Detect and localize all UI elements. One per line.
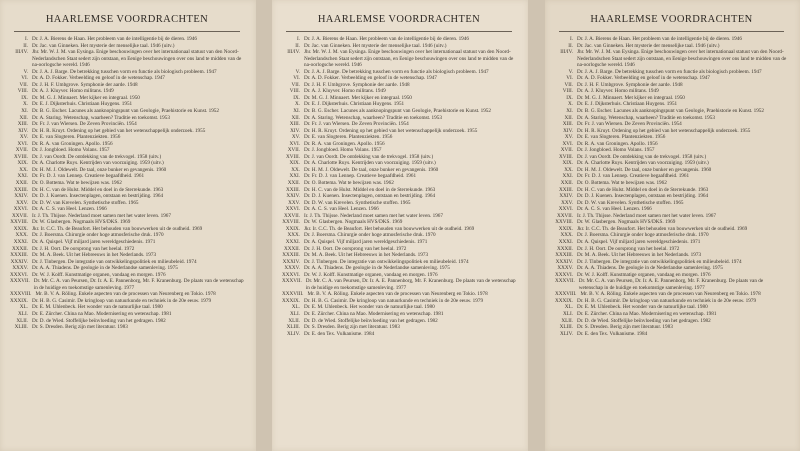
lecture-text: Dr. A. D. Fokker. Verbeelding en geloof in de wetenschap. 1947 <box>577 75 710 82</box>
lecture-text: Dr. Jac. van Ginneken. Het mysterie der menselijke taal. 1946 (uitv.) <box>577 42 720 49</box>
lecture-number: XVII. <box>15 147 28 154</box>
lecture-number: XV. <box>564 134 573 141</box>
lecture-text: Dr. J. Jongbloed. Homo Volans. 1957 <box>304 147 382 154</box>
lecture-number: XXIV. <box>14 193 28 200</box>
title-rule <box>14 31 240 32</box>
lecture-number: XLI. <box>290 310 300 317</box>
lecture-text: Dr. A. Staring. Wetenschap, waarheen? Traditie en toekomst. 1953 <box>304 114 442 121</box>
lecture-number: II. <box>295 42 300 49</box>
lecture-text: Dr. Mr. C. A. van Peursen, Dr. Ir. A. E. Pannenborg, Mr. F. Kranenburg. De plaats van de wetenschap in de huidige en toekomstige samenleving. 1977 <box>305 278 516 291</box>
lecture-text: Dr. H. B. G. Casimir. De kringloop van natuurkunde en techniek in de 20e eeuw. 1979 <box>577 297 757 304</box>
lecture-text: Dr. D. J. Kuenen. Insectenplagen, ontstaan en bestrijding. 1964 <box>32 193 164 200</box>
lecture-number: I. <box>24 36 28 42</box>
lecture-number: V. <box>23 68 28 75</box>
lecture-number: XVII. <box>287 147 300 154</box>
lecture-text: Dr. Mr. C. A. van Peursen, Dr. Ir. A. E. Pannenborg, Mr. F. Kranenburg. De plaats van de wetenschap in de huidige en toekomstige samenleving. 1977 <box>578 278 764 291</box>
lecture-text: Dr. M. G. J. Minnaert. Met kijker en integraal. 1950 <box>304 94 412 101</box>
lecture-text: Dr. E. den Tex. Vulkanisme. 1984 <box>304 330 375 337</box>
lecture-number: XLIV. <box>286 330 300 337</box>
lecture-list <box>282 36 516 337</box>
lecture-number: XLI. <box>563 310 573 317</box>
lecture-text: Dr. D. de Wied. Stoffelijke beïnvloeding van het gedragen. 1982 <box>32 317 166 324</box>
lecture-number: XXIX. <box>285 225 300 232</box>
lecture-text: Dr. J. H. Oort. De oorsprong van het heelal. 1972 <box>577 245 680 252</box>
lecture-text: Dr. A. Staring. Wetenschap, waarheen? Traditie en toekomst. 1953 <box>32 114 170 121</box>
lecture-text: Jkr. Ir. C.C. Th. de Beaufort. Het behouden van bouwwerken uit de oudheid. 1969 <box>32 225 203 232</box>
lecture-number: III/IV. <box>560 49 573 56</box>
lecture-number: XX. <box>291 166 300 173</box>
title-rule <box>559 31 784 32</box>
cover-1 <box>0 0 256 451</box>
lecture-entry <box>555 278 788 291</box>
lecture-text: Dr. O. Bottema. Wat te bewijzen was. 1962 <box>577 180 667 187</box>
lecture-text: Dr. A. Quispel. Vijf miljard jaren wereldgeschiedenis. 1971 <box>32 238 156 245</box>
lecture-text: Dr. D. W. van Krevelen. Synthetische stoffen. 1965 <box>32 199 139 206</box>
lecture-text: Jkr. Ir. C.C. Th. de Beaufort. Het behouden van bouwwerken uit de oudheid. 1969 <box>577 225 748 232</box>
lecture-text: Dr. A. D. Fokker. Verbeelding en geloof in de wetenschap. 1947 <box>304 75 437 82</box>
lecture-number: XIV. <box>18 127 28 134</box>
lecture-number: XI. <box>293 108 300 115</box>
lecture-text: Dr. M. A. Beek. Uit het Hebreeuws in het Nederlands. 1973 <box>304 252 429 259</box>
cover-3 <box>545 0 800 451</box>
lecture-text: Dr. A. A. Thiadens. De geologie in de Nederlandse samenleving. 1975 <box>577 265 723 272</box>
lecture-number: XLIV. <box>559 330 573 337</box>
lecture-number: XXXI. <box>13 238 28 245</box>
lecture-number: XXVI. <box>285 206 300 213</box>
lecture-number: XXX. <box>287 232 300 239</box>
lecture-number: XIX. <box>289 160 300 167</box>
lecture-number: I. <box>569 36 573 42</box>
lecture-number: XXVIII. <box>282 219 300 226</box>
lecture-number: XXIII. <box>14 186 28 193</box>
lecture-number: XXVII. <box>284 212 300 219</box>
lecture-text: Dr. J. Boersma. Chirurgie onder hoge atmosferische druk. 1970 <box>304 232 436 239</box>
lecture-number: XL. <box>564 304 573 311</box>
lecture-text: Dr. H. M. J. Oldewelt. De taal, onze bunker en gevangenis. 1960 <box>304 166 439 173</box>
lecture-text: Ir. J. Th. Thijsse. Nederland moet samen met het water leven. 1967 <box>577 212 716 219</box>
lecture-number: IX. <box>293 94 300 101</box>
lecture-number: XII. <box>291 114 300 121</box>
lecture-entry <box>282 49 516 69</box>
lecture-number: XXXV. <box>557 265 573 272</box>
lecture-number: XXXIV. <box>10 258 28 265</box>
lecture-number: XLIII. <box>559 324 573 331</box>
lecture-text: Dr. W. J. Kolff. Kunstmatige organen, vandaag en morgen. 1976 <box>304 271 438 278</box>
lecture-text: Dr. R. A. van Groningen. Apollo. 1956 <box>304 140 385 147</box>
lecture-text: Dr. O. Bottema. Wat te bewijzen was. 1962 <box>32 180 122 187</box>
lecture-number: XXI. <box>289 173 300 180</box>
lecture-text: Dr. E. den Tex. Vulkanisme. 1984 <box>577 330 648 337</box>
lecture-text: Dr. A. Charlotte Ruys. Kentrijden van voorzuiging. 1959 (uitv.) <box>304 160 436 167</box>
lecture-number: XXX. <box>15 232 28 239</box>
lecture-text: Dr. Fr. J. van Wiersen. De Zeven Provinciën. 1954 <box>577 121 682 128</box>
lecture-text: Dr. W. J. Kolff. Kunstmatige organen, vandaag en morgen. 1976 <box>32 271 166 278</box>
lecture-number: XXXI. <box>558 238 573 245</box>
lecture-number: III/IV. <box>287 49 300 56</box>
lecture-text: Dr. A. Quispel. Vijf miljard jaren wereldgeschiedenis. 1971 <box>304 238 428 245</box>
lecture-entry <box>555 331 788 338</box>
lecture-number: XXIII. <box>559 186 573 193</box>
lecture-text: Dr. J. A. J. Barge. De betrekking tusschen vorm en functie als biologisch probleem. 1947 <box>32 68 217 75</box>
lecture-text: Dr. Jac. van Ginneken. Het mysterie der menselijke taal. 1946 (uitv.) <box>304 42 447 49</box>
lecture-text: Dr. M. G. J. Minnaert. Met kijker en integraal. 1950 <box>577 94 685 101</box>
lecture-entry <box>555 49 788 69</box>
lecture-text: Dr. J. H. Oort. De oorsprong van het heelal. 1972 <box>32 245 135 252</box>
lecture-text: Dr. A. A. Thiadens. De geologie in de Nederlandse samenleving. 1975 <box>32 265 178 272</box>
lecture-text: Jhr. Mr. W. J. M. van Eysinga. Enige beschouwingen over het internationaal statuut van den Noord-Nederlandschen Staat sedert zijn ontstaan, en Eenige beschouwingen over ons land te midden van de na-oorlogsche wereld. 1946 <box>577 49 787 69</box>
lecture-number: II. <box>23 42 28 49</box>
lecture-number: XXIX. <box>558 225 573 232</box>
lecture-text: Dr. A. Charlotte Ruys. Kentrijden van voorzuiging. 1959 (uitv.) <box>577 160 709 167</box>
lecture-number: XXXIX. <box>555 297 574 304</box>
lecture-number: XV. <box>291 134 300 141</box>
lecture-text: Dr. A. J. Kluyver. Homo militans. 1949 <box>577 88 659 95</box>
lecture-text: Dr. A. D. Fokker. Verbeelding en geloof in de wetenschap. 1947 <box>32 75 165 82</box>
lecture-number: XIII. <box>289 121 300 128</box>
lecture-number: VI. <box>293 75 300 82</box>
lecture-number: XXII. <box>287 180 300 187</box>
lecture-text: Dr. E. van Slogteren. Plantenziekten. 1956 <box>577 134 666 141</box>
lecture-number: XXXIV. <box>555 258 573 265</box>
lecture-text: Mr. B. V. A. Röling. Enkele aspecten van de processen van Neurenberg en Tokio. 1978 <box>307 291 488 298</box>
lecture-text: Dr. B. G. Escher. Lacunes als aanknopingspunt van Geologie, Praehistorie en Kunst. 1952 <box>32 108 219 115</box>
lecture-text: Dr. D. J. Kuenen. Insectenplagen, ontstaan en bestrijding. 1964 <box>304 193 436 200</box>
lecture-text: Dr. E. M. Uhlenbeck. Het wonder van de natuurlijke taal. 1980 <box>304 304 435 311</box>
lecture-text: Dr. D. J. Kuenen. Insectenplagen, ontstaan en bestrijding. 1964 <box>577 193 709 200</box>
lecture-number: XXXV. <box>12 265 28 272</box>
lecture-text: Dr. R. A. van Groningen. Apollo. 1956 <box>32 140 113 147</box>
lecture-number: XXII. <box>560 180 573 187</box>
lecture-number: IX. <box>566 94 573 101</box>
lecture-text: Dr. Fr. J. van Wiersen. De Zeven Provinciën. 1954 <box>304 121 409 128</box>
lecture-number: XXXIV. <box>282 258 300 265</box>
lecture-number: XXXII. <box>284 245 300 252</box>
lecture-text: Mr. B. V. A. Röling. Enkele aspecten van de processen van Neurenberg en Tokio. 1978 <box>580 291 761 298</box>
title-rule <box>286 31 512 32</box>
lecture-text: Dr. S. Dresden. Berig zijn met literatuur. 1983 <box>304 324 400 331</box>
lecture-text: Dr. J. van Oordt. De ontdekking van de trekvogel. 1958 (uitv.) <box>304 153 434 160</box>
lecture-text: Dr. W. J. Kolff. Kunstmatige organen, vandaag en morgen. 1976 <box>577 271 711 278</box>
lecture-text: Dr. A. J. Kluyver. Homo militans. 1949 <box>304 88 386 95</box>
lecture-number: XXXVIII. <box>282 291 304 298</box>
lecture-text: Dr. E. M. Uhlenbeck. Het wonder van de natuurlijke taal. 1980 <box>32 304 163 311</box>
lecture-text: Dr. W. Glasbergen. Nogmaals HVS/DKS. 1969 <box>32 219 131 226</box>
lecture-text: Dr. H. R. Kruyt. Ordening op het gebied van het wetenschappelijk onderzoek. 1955 <box>577 127 751 134</box>
lecture-text: Dr. J. Boersma. Chirurgie onder hoge atmosferische druk. 1970 <box>577 232 709 239</box>
lecture-text: Jkr. Ir. C.C. Th. de Beaufort. Het behouden van bouwwerken uit de oudheid. 1969 <box>304 225 475 232</box>
lecture-number: IX. <box>21 94 28 101</box>
lecture-text: Dr. E. van Slogteren. Plantenziekten. 1956 <box>32 134 121 141</box>
lecture-number: XX. <box>19 166 28 173</box>
lecture-number: XXXII. <box>557 245 573 252</box>
lecture-number: III/IV. <box>15 49 28 56</box>
lecture-entry <box>10 49 244 69</box>
lecture-text: Dr. J. van Oordt. De ontdekking van de trekvogel. 1958 (uitv.) <box>32 153 162 160</box>
lecture-text: Dr. A. C. S. van Heel. Lenzen. 1966 <box>32 206 107 213</box>
lecture-number: XXXIX. <box>282 297 301 304</box>
lecture-number: XXXIX. <box>10 297 29 304</box>
lecture-text: Dr. E. J. Dijksterhuis. Christiaan Huygens. 1951 <box>32 101 133 108</box>
lecture-number: XLII. <box>288 317 300 324</box>
lecture-number: XXV. <box>288 199 300 206</box>
lecture-text: Jhr. Mr. W. J. M. van Eysinga. Enige beschouwingen over het internationaal statuut van den Noord-Nederlandschen Staat sedert zijn ontstaan, en Eenige beschouwingen over ons land te midden van de na-oorlogsche wereld. 1946 <box>304 49 514 69</box>
lecture-text: Dr. D. de Wied. Stoffelijke beïnvloeding van het gedragen. 1982 <box>304 317 438 324</box>
lecture-text: Dr. W. Glasbergen. Nogmaals HVS/DKS. 1969 <box>304 219 403 226</box>
lecture-number: X. <box>294 101 300 108</box>
lecture-number: XI. <box>566 108 573 115</box>
lecture-number: VI. <box>566 75 573 82</box>
lecture-text: Dr. J. A. J. Barge. De betrekking tusschen vorm en functie als biologisch probleem. 1947 <box>577 68 762 75</box>
lecture-text: Dr. J. H. F. Umbgrove. Symphonie der aarde. 1948 <box>304 81 410 88</box>
lecture-entry <box>10 324 244 331</box>
lecture-text: Dr. J. H. F. Umbgrove. Symphonie der aarde. 1948 <box>32 81 138 88</box>
lecture-text: Dr. M. A. Beek. Uit het Hebreeuws in het Nederlands. 1973 <box>577 252 702 259</box>
lecture-text: Dr. M. A. Beek. Uit het Hebreeuws in het Nederlands. 1973 <box>32 252 157 259</box>
lecture-text: Dr. H. R. Kruyt. Ordening op het gebied van het wetenschappelijk onderzoek. 1955 <box>32 127 206 134</box>
lecture-number: XV. <box>19 134 28 141</box>
lecture-number: XVIII. <box>14 153 28 160</box>
lecture-number: XXVIII. <box>555 219 573 226</box>
lecture-text: Jhr. Mr. W. J. M. van Eysinga. Enige beschouwingen over het internationaal statuut van den Noord-Nederlandschen Staat sedert zijn ontstaan, en Eenige beschouwingen over ons land te midden van de na-oorlogsche wereld. 1946 <box>32 49 242 69</box>
lecture-text: Dr. H. R. Kruyt. Ordening op het gebied van het wetenschappelijk onderzoek. 1955 <box>304 127 478 134</box>
lecture-text: Dr. H. M. J. Oldewelt. De taal, onze bunker en gevangenis. 1960 <box>32 166 167 173</box>
lecture-number: XXXVII. <box>555 278 575 285</box>
lecture-number: VII. <box>19 81 28 88</box>
lecture-number: V. <box>568 68 573 75</box>
lecture-number: XIX. <box>17 160 28 167</box>
lecture-text: Dr. H. B. G. Casimir. De kringloop van natuurkunde en techniek in de 20e eeuw. 1979 <box>304 297 484 304</box>
lecture-number: XIV. <box>563 127 573 134</box>
lecture-text: Dr. R. A. van Groningen. Apollo. 1956 <box>577 140 658 147</box>
lecture-text: Dr. S. Dresden. Berig zijn met literatuur. 1983 <box>577 324 673 331</box>
lecture-text: Dr. Fr. D. J. van Lennep. Creatieve begaafdheid. 1961 <box>577 173 690 180</box>
cover-2 <box>272 0 528 451</box>
lecture-text: Dr. J. Jongbloed. Homo Volans. 1957 <box>32 147 110 154</box>
lecture-number: XXVII. <box>12 212 28 219</box>
lecture-number: XXXVII. <box>10 278 30 285</box>
lecture-text: Ir. J. Th. Thijsse. Nederland moet samen met het water leven. 1967 <box>32 212 171 219</box>
lecture-text: Dr. E. J. Dijksterhuis. Christiaan Huygens. 1951 <box>577 101 678 108</box>
lecture-number: I. <box>296 36 300 42</box>
lecture-number: XIX. <box>562 160 573 167</box>
lecture-text: Dr. Mr. C. A. van Peursen, Dr. Ir. A. E. Pannenborg, Mr. F. Kranenburg. De plaats van de wetenschap in de huidige en toekomstige samenleving. 1977 <box>33 278 244 291</box>
lecture-text: Dr. J. A. Bierens de Haan. Het probleem van de intelligentie bij de dieren. 1946 <box>32 36 197 42</box>
lecture-text: Dr. J. Boersma. Chirurgie onder hoge atmosferische druk. 1970 <box>32 232 164 239</box>
lecture-number: XXXVIII. <box>10 291 32 298</box>
lecture-number: XL. <box>291 304 300 311</box>
series-title: HAARLEMSE VOORDRACHTEN <box>45 14 209 25</box>
lecture-text: Dr. A. C. S. van Heel. Lenzen. 1966 <box>577 206 652 213</box>
lecture-text: Dr. B. G. Escher. Lacunes als aanknopingspunt van Geologie, Praehistorie en Kunst. 1952 <box>577 108 764 115</box>
lecture-number: XXVI. <box>558 206 573 213</box>
lecture-text: Dr. J. H. F. Umbgrove. Symphonie der aarde. 1948 <box>577 81 683 88</box>
lecture-text: Dr. Fr. D. J. van Lennep. Creatieve begaafdheid. 1961 <box>32 173 145 180</box>
lecture-number: XXXVI. <box>10 271 29 278</box>
lecture-number: II. <box>568 42 573 49</box>
lecture-number: XXIV. <box>559 193 573 200</box>
lecture-text: Dr. J. H. Oort. De oorsprong van het heelal. 1972 <box>304 245 407 252</box>
lecture-number: XXI. <box>562 173 573 180</box>
lecture-number: XXXVI. <box>282 271 301 278</box>
lecture-number: XXXVIII. <box>555 291 577 298</box>
lecture-text: Dr. J. A. Bierens de Haan. Het probleem van de intelligentie bij de dieren. 1946 <box>304 36 469 42</box>
lecture-number: XVII. <box>560 147 573 154</box>
lecture-number: XVI. <box>17 140 28 147</box>
lecture-number: XIII. <box>562 121 573 128</box>
lecture-number: XLIII. <box>286 324 300 331</box>
lecture-entry <box>282 331 516 338</box>
lecture-text: Dr. E. van Slogteren. Plantenziekten. 1956 <box>304 134 393 141</box>
lecture-number: XXVIII. <box>10 219 28 226</box>
lecture-list <box>10 36 244 331</box>
lecture-number: XXVI. <box>13 206 28 213</box>
lecture-number: XXX. <box>560 232 573 239</box>
lecture-number: X. <box>567 101 573 108</box>
series-title: HAARLEMSE VOORDRACHTEN <box>317 14 481 25</box>
lecture-text: Dr. E. Zürcher. China na Mao. Modernisering en wetenschap. 1981 <box>304 310 444 317</box>
lecture-number: V. <box>295 68 300 75</box>
lecture-number: XI. <box>21 108 28 115</box>
lecture-number: VIII. <box>17 88 28 95</box>
lecture-text: Dr. H. C. van de Hulst. Middel en doel in de Sterrekunde. 1963 <box>577 186 709 193</box>
series-title: HAARLEMSE VOORDRACHTEN <box>590 14 753 25</box>
lecture-text: Dr. J. A. J. Barge. De betrekking tusschen vorm en functie als biologisch probleem. 1947 <box>304 68 489 75</box>
lecture-number: XVIII. <box>286 153 300 160</box>
lecture-entry <box>10 278 244 291</box>
lecture-text: Dr. A. Charlotte Ruys. Kentrijden van voorzuiging. 1959 (uitv.) <box>32 160 164 167</box>
lecture-text: Dr. M. G. J. Minnaert. Met kijker en integraal. 1950 <box>32 94 140 101</box>
lecture-text: Dr. E. J. Dijksterhuis. Christiaan Huygens. 1951 <box>304 101 405 108</box>
lecture-number: XXI. <box>17 173 28 180</box>
lecture-text: Dr. H. C. van de Hulst. Middel en doel in de Sterrekunde. 1963 <box>304 186 436 193</box>
lecture-text: Dr. H. B. G. Casimir. De kringloop van natuurkunde en techniek in de 20e eeuw. 1979 <box>32 297 212 304</box>
lecture-text: Dr. E. M. Uhlenbeck. Het wonder van de natuurlijke taal. 1980 <box>577 304 708 311</box>
lecture-text: Dr. A. J. Kluyver. Homo militans. 1949 <box>32 88 114 95</box>
lecture-text: Dr. J. Tinbergen. De integratie van ontwikkelingspolitiek en milieubeleid. 1974 <box>577 258 742 265</box>
lecture-text: Dr. A. C. S. van Heel. Lenzen. 1966 <box>304 206 379 213</box>
lecture-number: XXXIII. <box>555 252 573 259</box>
lecture-number: XLII. <box>16 317 28 324</box>
lecture-number: VII. <box>564 81 573 88</box>
lecture-text: Dr. D. W. van Krevelen. Synthetische stoffen. 1965 <box>577 199 684 206</box>
lecture-number: XIII. <box>17 121 28 128</box>
lecture-number: XXXV. <box>284 265 300 272</box>
lecture-text: Ir. J. Th. Thijsse. Nederland moet samen met het water leven. 1967 <box>304 212 443 219</box>
lecture-text: Dr. D. de Wied. Stoffelijke beïnvloeding van het gedragen. 1982 <box>577 317 711 324</box>
lecture-number: XXXIII. <box>10 252 28 259</box>
lecture-text: Dr. Jac. van Ginneken. Het mysterie der menselijke taal. 1946 (uitv.) <box>32 42 175 49</box>
lecture-number: XXXIII. <box>282 252 300 259</box>
lecture-text: Dr. E. Zürcher. China na Mao. Modernisering en wetenschap. 1981 <box>577 310 717 317</box>
lecture-text: Dr. H. C. van de Hulst. Middel en doel in de Sterrekunde. 1963 <box>32 186 164 193</box>
lecture-number: X. <box>22 101 28 108</box>
lecture-text: Dr. W. Glasbergen. Nogmaals HVS/DKS. 1969 <box>577 219 676 226</box>
lecture-number: XXXVII. <box>282 278 302 285</box>
lecture-number: XVIII. <box>559 153 573 160</box>
lecture-number: VIII. <box>562 88 573 95</box>
lecture-number: XII. <box>19 114 28 121</box>
lecture-text: Dr. S. Dresden. Berig zijn met literatuur. 1983 <box>32 324 128 331</box>
lecture-number: VI. <box>21 75 28 82</box>
lecture-number: XLI. <box>18 310 28 317</box>
lecture-number: XXVII. <box>557 212 573 219</box>
lecture-text: Dr. Fr. J. van Wiersen. De Zeven Provinciën. 1954 <box>32 121 137 128</box>
lecture-text: Dr. A. Staring. Wetenschap, waarheen? Traditie en toekomst. 1953 <box>577 114 715 121</box>
lecture-number: XXV. <box>561 199 573 206</box>
lecture-number: VII. <box>291 81 300 88</box>
lecture-number: XXV. <box>16 199 28 206</box>
lecture-text: Dr. B. G. Escher. Lacunes als aanknopingspunt van Geologie, Praehistorie en Kunst. 1952 <box>304 108 491 115</box>
lecture-text: Dr. E. Zürcher. China na Mao. Modernisering en wetenschap. 1981 <box>32 310 172 317</box>
lecture-number: XVI. <box>562 140 573 147</box>
lecture-text: Dr. Fr. D. J. van Lennep. Creatieve begaafdheid. 1961 <box>304 173 417 180</box>
lecture-text: Dr. H. M. J. Oldewelt. De taal, onze bunker en gevangenis. 1960 <box>577 166 712 173</box>
lecture-number: XIV. <box>290 127 300 134</box>
lecture-number: XXXVI. <box>555 271 574 278</box>
lecture-number: VIII. <box>289 88 300 95</box>
lecture-number: XLIII. <box>14 324 28 331</box>
lecture-number: XX. <box>564 166 573 173</box>
lecture-number: XXII. <box>15 180 28 187</box>
lecture-text: Dr. A. A. Thiadens. De geologie in de Nederlandse samenleving. 1975 <box>304 265 450 272</box>
lecture-text: Dr. J. A. Bierens de Haan. Het probleem van de intelligentie bij de dieren. 1946 <box>577 36 742 42</box>
lecture-number: XXIX. <box>13 225 28 232</box>
lecture-text: Dr. A. Quispel. Vijf miljard jaren wereldgeschiedenis. 1971 <box>577 238 701 245</box>
lecture-text: Dr. J. van Oordt. De ontdekking van de trekvogel. 1958 (uitv.) <box>577 153 707 160</box>
lecture-number: XLII. <box>561 317 573 324</box>
lecture-text: Mr. B. V. A. Röling. Enkele aspecten van de processen van Neurenberg en Tokio. 1978 <box>35 291 216 298</box>
lecture-text: Dr. O. Bottema. Wat te bewijzen was. 1962 <box>304 180 394 187</box>
lecture-number: XVI. <box>289 140 300 147</box>
lecture-number: XXIII. <box>286 186 300 193</box>
lecture-text: Dr. J. Tinbergen. De integratie van ontwikkelingspolitiek en milieubeleid. 1974 <box>32 258 197 265</box>
lecture-number: XL. <box>19 304 28 311</box>
lecture-entry <box>282 278 516 291</box>
lecture-list <box>555 36 788 337</box>
lecture-number: XXIV. <box>286 193 300 200</box>
lecture-number: XXXII. <box>12 245 28 252</box>
lecture-text: Dr. J. Tinbergen. De integratie van ontwikkelingspolitiek en milieubeleid. 1974 <box>304 258 469 265</box>
lecture-number: XII. <box>564 114 573 121</box>
lecture-text: Dr. J. Jongbloed. Homo Volans. 1957 <box>577 147 655 154</box>
lecture-number: XXXI. <box>285 238 300 245</box>
lecture-text: Dr. D. W. van Krevelen. Synthetische stoffen. 1965 <box>304 199 411 206</box>
